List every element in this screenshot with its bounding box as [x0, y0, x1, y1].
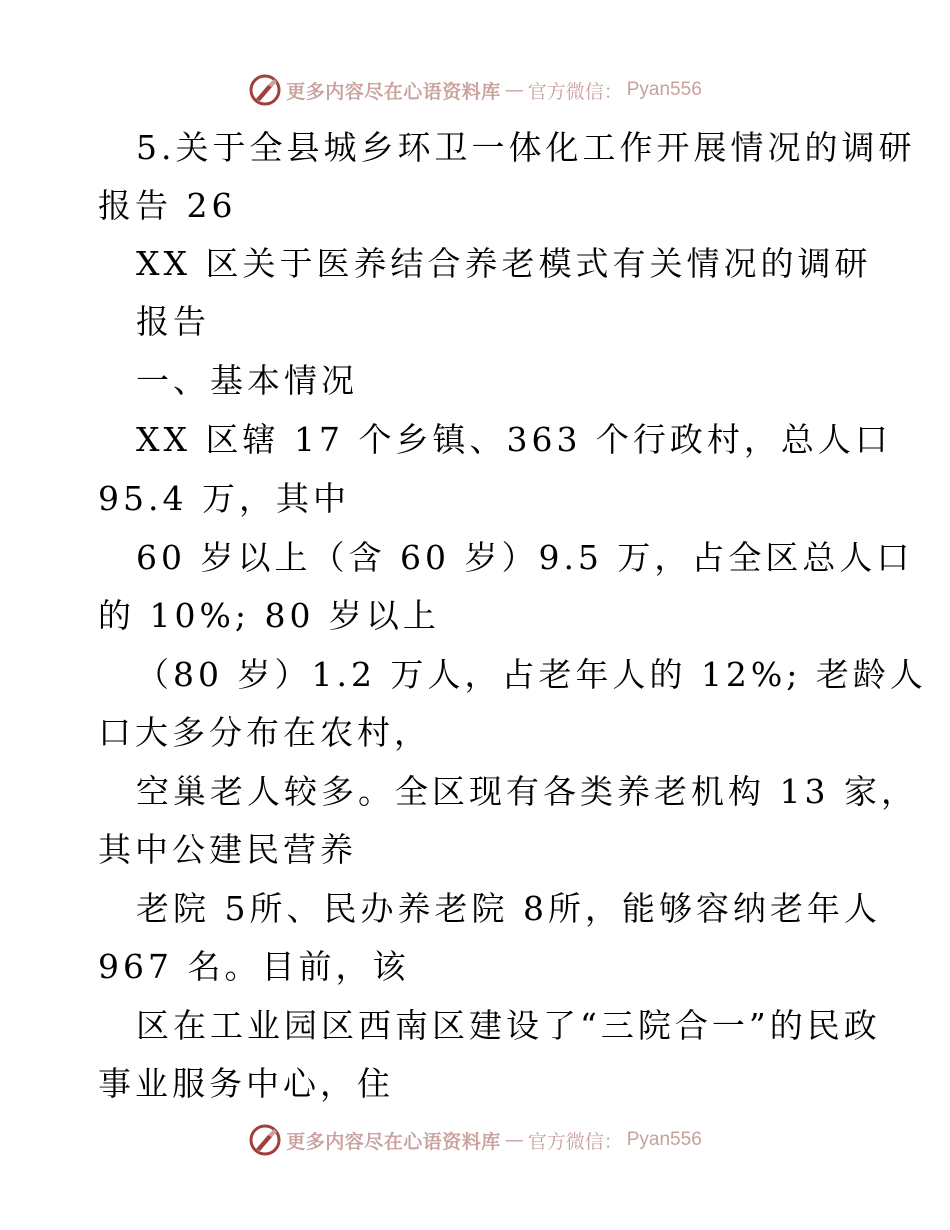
watermark-main-text: 更多内容尽在心语资料库: [286, 1130, 501, 1153]
watermark-official-label: 官方微信：: [527, 80, 623, 103]
text-line: 60 岁以上（含 60 岁）9.5 万，占全区总人口: [136, 538, 914, 577]
watermark-official-label: 官方微信：: [527, 1130, 623, 1153]
text-line: 报告 26: [98, 186, 237, 225]
header-watermark-banner: [0, 70, 950, 110]
text-line: 老院 5所、民办养老院 8所，能够容纳老年人: [136, 889, 881, 928]
text-line: XX 区辖 17 个乡镇、363 个行政村，总人口: [136, 420, 892, 459]
text-line: 的 10%; 80 岁以上: [98, 596, 440, 635]
text-line: 口大多分布在农村，: [98, 713, 431, 752]
text-line: （80 岁）1.2 万人，占老年人的 12%; 老龄人: [136, 655, 927, 694]
pen-circle-logo-icon: [248, 73, 282, 107]
text-line: 空巢老人较多。全区现有各类养老机构 13 家，: [136, 772, 918, 811]
pen-circle-logo-icon: [248, 1123, 282, 1157]
text-line: 事业服务中心，住: [98, 1064, 394, 1103]
text-line: 95.4 万，其中: [98, 479, 350, 518]
watermark-main-text: 更多内容尽在心语资料库: [286, 80, 501, 103]
footer-watermark-content: [248, 1123, 702, 1157]
watermark-dash: —: [504, 1129, 524, 1151]
text-line: 967 名。目前，该: [98, 947, 410, 986]
watermark-handle: Pyan556: [626, 1129, 702, 1150]
text-line: 其中公建民营养: [98, 830, 357, 869]
text-line: 区在工业园区西南区建设了“三院合一”的民政: [136, 1006, 881, 1045]
text-line: 报告: [136, 302, 210, 341]
section-heading: 一、基本情况: [136, 361, 358, 400]
text-line: XX 区关于医养结合养老模式有关情况的调研: [136, 244, 872, 283]
watermark-handle: Pyan556: [626, 79, 702, 100]
footer-watermark-banner: [0, 1120, 950, 1160]
text-line: 5.关于全县城乡环卫一体化工作开展情况的调研: [136, 128, 916, 167]
header-watermark-content: [248, 73, 702, 107]
watermark-dash: —: [504, 79, 524, 101]
